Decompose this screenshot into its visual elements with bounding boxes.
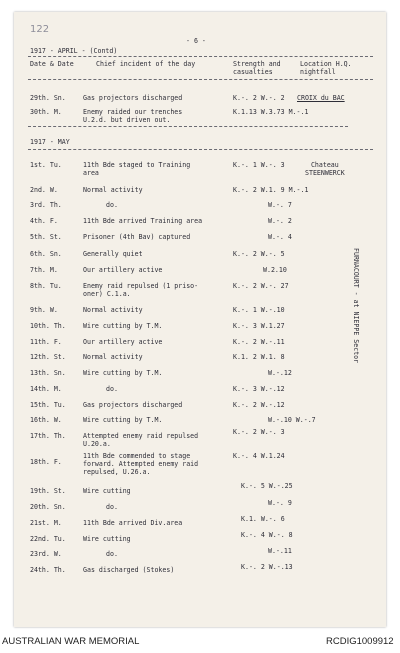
may-row-date: 4th. F. — [30, 217, 58, 225]
may-row-casualties: W.-.11 — [268, 547, 292, 555]
may-row-date: 6th. Sn. — [30, 250, 62, 258]
may-row-incident: Prisoner (4th Bav) captured — [83, 233, 191, 241]
may-row-incident: do. — [106, 385, 118, 393]
may-row-casualties: W.-.12 — [268, 369, 292, 377]
may-row-date: 12th. St. — [30, 353, 66, 361]
may-row-casualties: K.-. 3 W.1.27 — [233, 322, 285, 330]
may-row-casualties: K.-. 5 W.-.25 — [241, 482, 293, 490]
may-row-incident: Our artillery active — [83, 338, 163, 346]
may-row-date: 3rd. Th. — [30, 201, 62, 209]
footer-institution: AUSTRALIAN WAR MEMORIAL — [2, 636, 140, 647]
may-row-incident: 11th Bde commended to stage forward. Attempted enemy raid repulsed, U.26.a. — [83, 452, 199, 476]
column-header-date: Date & Date — [30, 60, 74, 68]
may-row-casualties: K.-. 1 W.-. 3 — [233, 161, 285, 169]
may-row-location: Chateau STEENWERCK — [305, 161, 345, 177]
side-location-note: FURNACOURT - at NIEPPE Sector — [352, 248, 360, 364]
header-rule-bottom — [28, 79, 373, 80]
april-row-date: 30th. M. — [30, 108, 62, 116]
may-row-casualties: W.-. 7 — [268, 201, 292, 209]
may-row-incident: Wire cutting — [83, 487, 131, 495]
may-row-casualties: K.-. 1 W.-.10 — [233, 306, 285, 314]
may-row-incident: Our artillery active — [83, 266, 163, 274]
april-row-incident: Gas projectors discharged — [83, 94, 183, 102]
may-row-date: 11th. F. — [30, 338, 62, 346]
april-row-casualties: K.-. 2 W.-. 2 — [233, 94, 285, 102]
may-row-incident: 11th Bde staged to Training area — [83, 161, 191, 177]
may-row-casualties: K.-. 2 W.1. 9 M.-.1 — [233, 186, 309, 194]
may-row-date: 9th. W. — [30, 306, 58, 314]
may-row-casualties: K.1. 2 W.1. 8 — [233, 353, 285, 361]
may-row-incident: 11th Bde arrived Training area — [83, 217, 203, 225]
may-row-date: 24th. Th. — [30, 566, 66, 574]
may-row-incident: Normal activity — [83, 186, 143, 194]
may-row-incident: Wire cutting — [83, 535, 131, 543]
april-row-date: 29th. Sn. — [30, 94, 66, 102]
may-row-incident: Gas projectors discharged — [83, 401, 183, 409]
may-row-date: 14th. M. — [30, 385, 62, 393]
may-row-date: 7th. M. — [30, 266, 58, 274]
column-header-strength: Strength and casualties — [233, 60, 281, 76]
may-row-date: 2nd. W. — [30, 186, 58, 194]
footer-record-id: RCDIG1009912 — [326, 636, 394, 647]
may-row-date: 5th. St. — [30, 233, 62, 241]
header-rule-top — [28, 56, 373, 57]
may-row-incident: Wire cutting by T.M. — [83, 416, 163, 424]
april-heading: 1917 - APRIL - (Contd) — [30, 47, 118, 55]
may-row-date: 17th. Th. — [30, 432, 66, 440]
may-heading-rule — [28, 149, 373, 150]
april-end-rule — [28, 126, 348, 127]
may-row-incident: Normal activity — [83, 306, 143, 314]
may-row-casualties: W.-.10 W.-.7 — [268, 416, 316, 424]
may-row-date: 10th. Th. — [30, 322, 66, 330]
may-row-incident: Wire cutting by T.M. — [83, 369, 163, 377]
may-row-casualties: W.-. 4 — [268, 233, 292, 241]
may-row-date: 20th. Sn. — [30, 503, 66, 511]
document-page — [14, 12, 386, 627]
may-row-incident: Gas discharged (Stokes) — [83, 566, 175, 574]
may-row-date: 13th. Sn. — [30, 369, 66, 377]
may-row-date: 19th. St. — [30, 487, 66, 495]
may-row-casualties: W.-. 2 — [268, 217, 292, 225]
may-row-casualties: K.-. 4 W.1.24 — [233, 452, 285, 460]
april-row-location: CROIX du BAC — [297, 94, 345, 102]
may-row-incident: Generally quiet — [83, 250, 143, 258]
may-row-casualties: K.1. W.-. 6 — [241, 515, 285, 523]
may-row-incident: Normal activity — [83, 353, 143, 361]
may-row-incident: do. — [106, 201, 118, 209]
column-header-location: Location H.Q. nightfall — [300, 60, 352, 76]
may-row-casualties: K.-. 2 W.-. 5 — [233, 250, 285, 258]
may-row-date: 16th. W. — [30, 416, 62, 424]
may-row-incident: do. — [106, 503, 118, 511]
may-row-casualties: K.-. 3 W.-.12 — [233, 385, 285, 393]
may-row-casualties: W.-. 9 — [268, 499, 292, 507]
may-row-date: 15th. Tu. — [30, 401, 66, 409]
may-row-casualties: W.2.10 — [263, 266, 287, 274]
april-row-casualties: K.1.13 W.3.73 M.-.1 — [233, 108, 309, 116]
may-row-casualties: K.-. 2 W.-.13 — [241, 563, 293, 571]
may-row-date: 23rd. W. — [30, 550, 62, 558]
may-row-casualties: K.-. 2 W.-. 3 — [233, 428, 285, 436]
page-number: - 6 - — [186, 37, 206, 45]
may-row-date: 8th. Tu. — [30, 282, 62, 290]
may-row-date: 18th. F. — [30, 458, 62, 466]
may-row-incident: 11th Bde arrived Div.area — [83, 519, 183, 527]
may-row-date: 1st. Tu. — [30, 161, 62, 169]
may-row-casualties: K.-. 2 W.-. 27 — [233, 282, 289, 290]
column-header-incident: Chief incident of the day — [96, 60, 196, 68]
april-row-incident: Enemy raided our trenches U.2.d. but driven out. — [83, 108, 183, 124]
may-row-casualties: K.-. 2 W.-.12 — [233, 401, 285, 409]
may-row-date: 21st. M. — [30, 519, 62, 527]
may-row-casualties: K.-. 2 W.-.11 — [233, 338, 285, 346]
may-row-incident: Enemy raid repulsed (1 priso- oner) C.1.a. — [83, 282, 199, 298]
may-row-casualties: K.-. 4 W.-. 8 — [241, 531, 293, 539]
may-row-incident: Attempted enemy raid repulsed U.20.a. — [83, 432, 199, 448]
may-row-date: 22nd. Tu. — [30, 535, 66, 543]
may-row-incident: Wire cutting by T.M. — [83, 322, 163, 330]
may-row-incident: do. — [106, 550, 118, 558]
may-heading: 1917 - MAY — [30, 138, 70, 146]
pencil-page-note: 122 — [30, 24, 50, 35]
